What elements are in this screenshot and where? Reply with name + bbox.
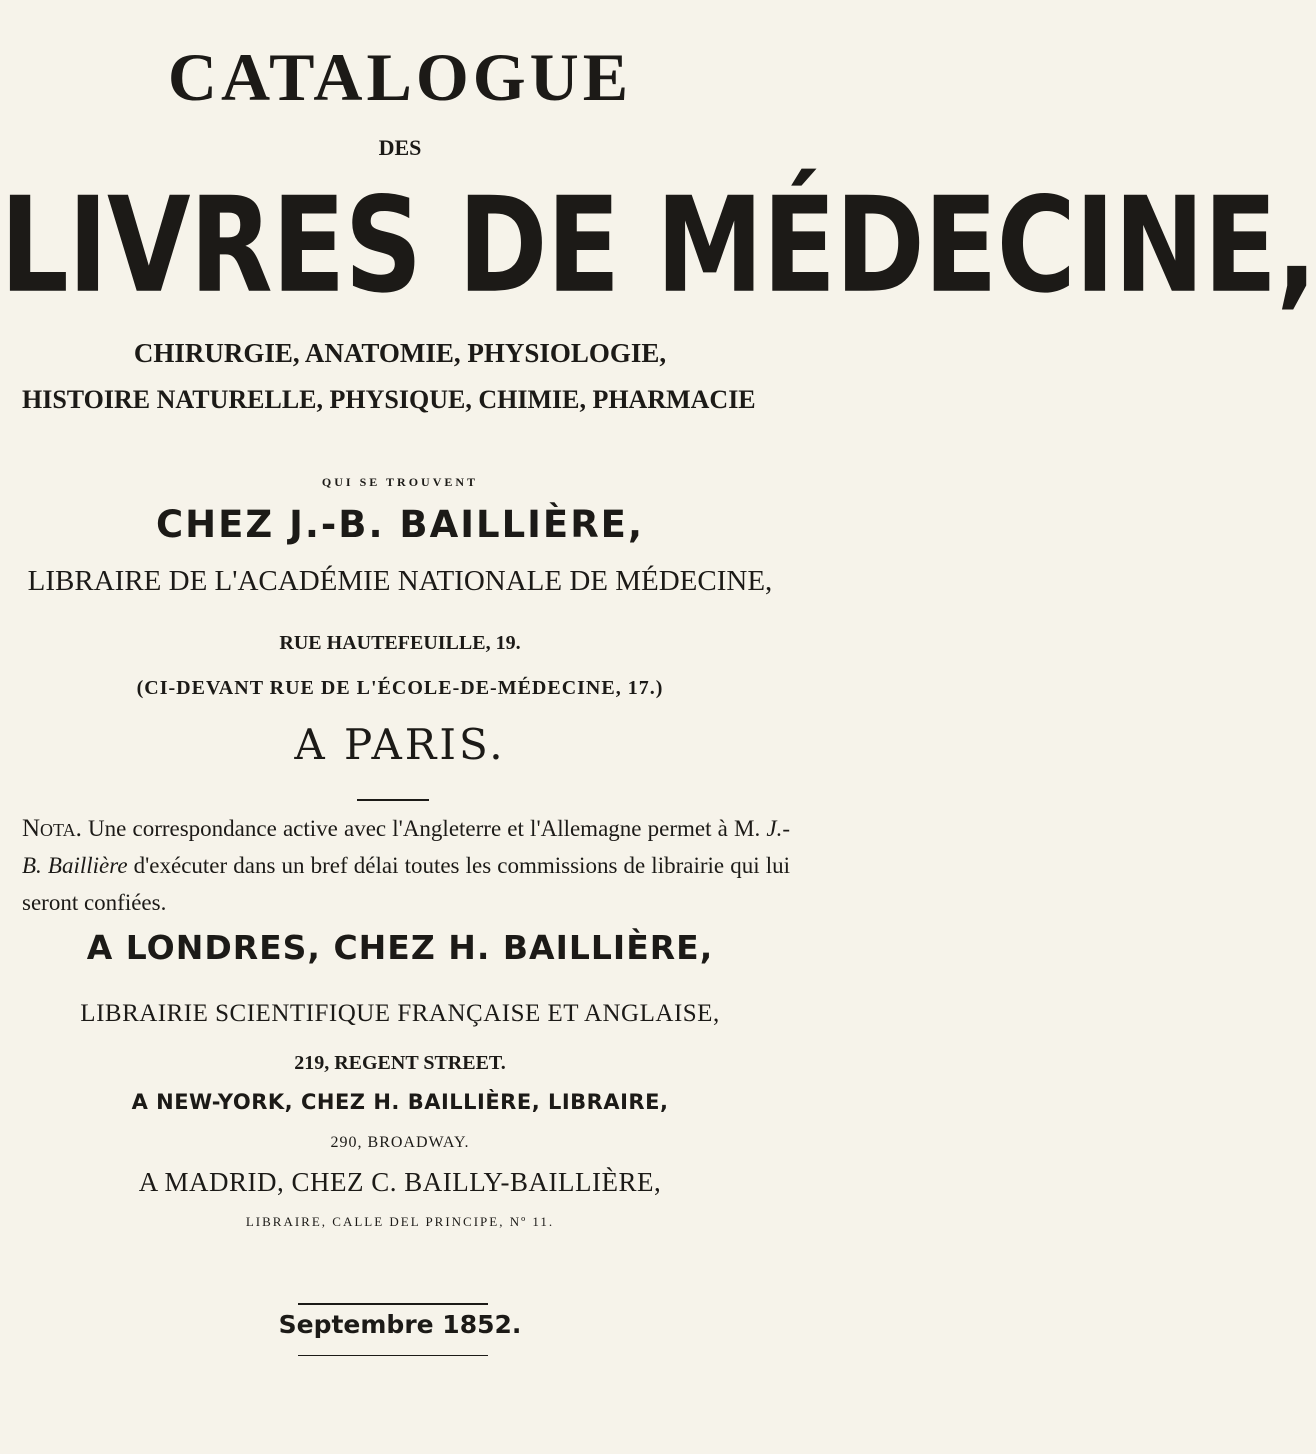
nota-text-a: Une correspondance active avec l'Angleterre et l'Allemagne permet à M.: [81, 816, 767, 841]
london-address: 219, REGENT STREET.: [294, 1052, 506, 1074]
nota-paragraph: [22, 810, 790, 921]
city-paris: A PARIS.: [294, 720, 506, 769]
former-address: (CI-DEVANT RUE DE L'ÉCOLE-DE-MÉDECINE, 17.): [136, 677, 664, 699]
subjects-line-1: CHIRURGIE, ANATOMIE, PHYSIOLOGIE,: [133, 338, 667, 368]
london-librairie: LIBRAIRIE SCIENTIFIQUE FRANÇAISE ET ANGLAISE,: [80, 1000, 720, 1027]
publisher-address: RUE HAUTEFEUILLE, 19.: [279, 632, 521, 654]
new-york-address: 290, BROADWAY.: [330, 1134, 470, 1151]
new-york-branch: A NEW-YORK, CHEZ H. BAILLIÈRE, LIBRAIRE,: [131, 1090, 669, 1114]
date-rule-top: [298, 1303, 488, 1305]
nota-name: J.-B. Baillière: [22, 816, 790, 878]
madrid-branch: A MADRID, CHEZ C. BAILLY-BAILLIÈRE,: [138, 1167, 662, 1197]
qui-se-trouvent: QUI SE TROUVENT: [321, 475, 479, 489]
divider-rule: [357, 799, 429, 801]
publication-date: Septembre 1852.: [278, 1310, 522, 1339]
date-rule-bottom: [298, 1355, 488, 1356]
subjects-line-2: HISTOIRE NATURELLE, PHYSIQUE, CHIMIE, PHARMACIE: [22, 385, 756, 414]
des-word: DES: [378, 135, 422, 160]
nota-text-b: d'exécuter dans un bref délai toutes les commissions de librairie qui lui seront confiées.: [22, 853, 790, 915]
catalogue-heading: CATALOGUE: [167, 39, 633, 115]
madrid-address: LIBRAIRE, CALLE DEL PRINCIPE, Nº 11.: [245, 1214, 555, 1229]
publisher-title: LIBRAIRE DE L'ACADÉMIE NATIONALE DE MÉDECINE,: [27, 565, 773, 597]
london-branch: A LONDRES, CHEZ H. BAILLIÈRE,: [86, 928, 714, 967]
main-title: LIVRES DE MÉDECINE,: [0, 170, 1316, 323]
nota-label: Nota.: [22, 815, 82, 842]
publisher-name: CHEZ J.-B. BAILLIÈRE,: [155, 503, 645, 546]
